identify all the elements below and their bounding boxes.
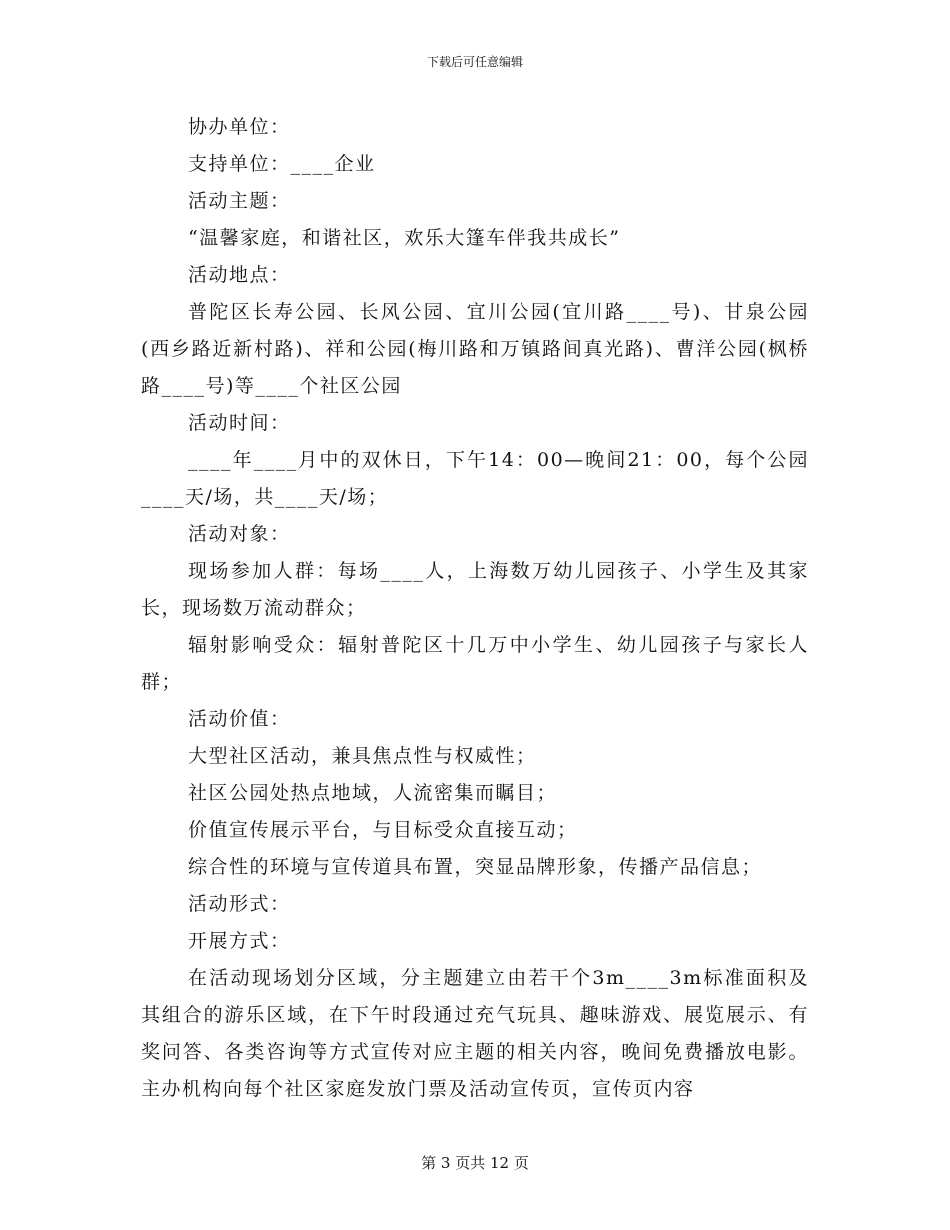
paragraph: 活动地点： — [188, 264, 291, 286]
paragraph: 在活动现场划分区域，分主题建立由若干个3m____3m标准面积及其组合的游乐区域，在下午时段通过充气玩具、趣味游戏、展览展示、有奖问答、各类咨询等方式宣传对应主题的相关内容，晚间免费播放电影。主办机构向每个社区家庭发放门票及活动宣传页，宣传页内容 — [141, 967, 809, 1100]
page-footer: 第 3 页共 12 页 — [421, 1154, 529, 1172]
paragraph: 活动主题： — [188, 190, 291, 212]
paragraph: ____年____月中的双休日，下午14：00—晚间21：00，每个公园____天/场，共____天/场； — [141, 449, 809, 508]
paragraph: 开展方式： — [188, 930, 291, 952]
paragraph: “温馨家庭，和谐社区，欢乐大篷车伴我共成长” — [188, 227, 621, 249]
paragraph: 支持单位：____企业 — [188, 153, 376, 175]
paragraph: 现场参加人群：每场____人，上海数万幼儿园孩子、小学生及其家长，现场数万流动群众； — [141, 560, 809, 619]
paragraph: 辐射影响受众：辐射普陀区十几万中小学生、幼儿园孩子与家长人群； — [141, 634, 809, 693]
paragraph: 协办单位： — [188, 116, 291, 138]
paragraph: 价值宣传展示平台，与目标受众直接互动； — [188, 819, 578, 841]
paragraph: 社区公园处热点地域，人流密集而瞩目； — [188, 782, 558, 804]
paragraph: 活动对象： — [188, 523, 291, 545]
document-body — [141, 109, 809, 1108]
paragraph: 活动形式： — [188, 893, 291, 915]
paragraph: 综合性的环境与宣传道具布置，突显品牌形象，传播产品信息； — [188, 856, 763, 878]
paragraph: 活动时间： — [188, 412, 291, 434]
page-header: 下载后可任意编辑 — [426, 55, 523, 69]
paragraph: 大型社区活动，兼具焦点性与权威性； — [188, 745, 537, 767]
paragraph: 普陀区长寿公园、长风公园、宜川公园(宜川路____号)、甘泉公园(西乡路近新村路)、祥和公园(梅川路和万镇路间真光路)、曹洋公园(枫桥路____号)等____个社区公园 — [141, 301, 809, 397]
paragraph: 活动价值： — [188, 708, 291, 730]
